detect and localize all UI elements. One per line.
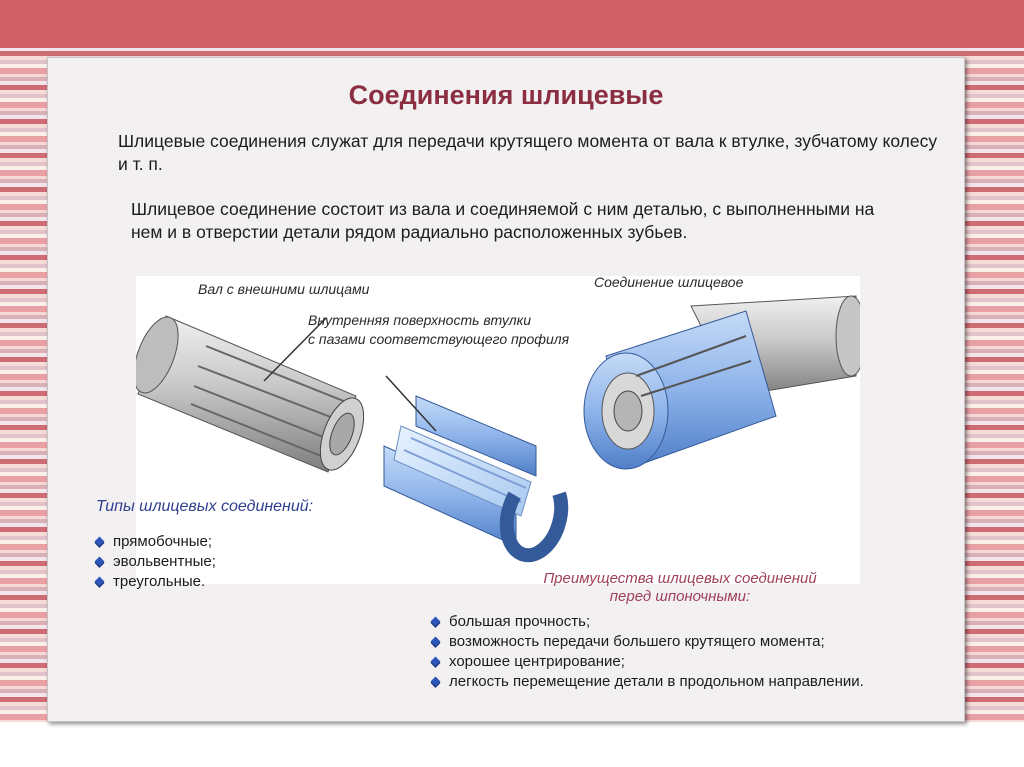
types-heading: Типы шлицевых соединений:: [96, 498, 314, 515]
bullet-icon: [431, 636, 441, 646]
splined-hub: [384, 396, 569, 561]
list-item: хорошее центрирование;: [428, 651, 864, 671]
slide: [47, 57, 965, 722]
slide-title: Соединения шлицевые: [348, 80, 664, 110]
hub-caption-line1: Внутренняя поверхность втулки: [308, 312, 532, 328]
bullet-icon: [95, 536, 105, 546]
hub-caption-line2: с пазами соответствующего профиля: [308, 331, 570, 347]
joint-caption: Соединение шлицевое: [594, 274, 744, 290]
list-item: прямобочные;: [92, 531, 216, 551]
advantages-heading: Преимущества шлицевых соединений перед шпоночными:: [543, 570, 817, 605]
list-item: легкость перемещение детали в продольном направлении.: [428, 671, 864, 691]
top-banner: [0, 0, 1024, 48]
types-list: [92, 531, 216, 591]
assembled-spline-joint: [584, 296, 860, 469]
list-item: эвольвентные;: [92, 551, 216, 571]
bullet-icon: [431, 616, 441, 626]
bottom-margin: [0, 722, 1024, 767]
bullet-icon: [95, 556, 105, 566]
list-item: большая прочность;: [428, 611, 864, 631]
hub-caption: [308, 311, 569, 349]
bullet-icon: [431, 656, 441, 666]
advantages-list: [428, 611, 864, 691]
list-item: треугольные.: [92, 571, 216, 591]
spline-joint-illustration: [136, 276, 860, 584]
bullet-icon: [95, 576, 105, 586]
list-item: возможность передачи большего крутящего момента;: [428, 631, 864, 651]
definition-paragraph: Шлицевое соединение состоит из вала и соединяемой с ним деталью, с выполненными на нем и в отверстии детали рядом радиально расположенных зубьев.: [131, 199, 875, 242]
bullet-icon: [431, 676, 441, 686]
shaft-caption: Вал с внешними шлицами: [198, 281, 370, 297]
intro-paragraph: Шлицевые соединения служат для передачи крутящего момента от вала к втулке, зубчатому колесу и т. п.: [118, 131, 938, 174]
